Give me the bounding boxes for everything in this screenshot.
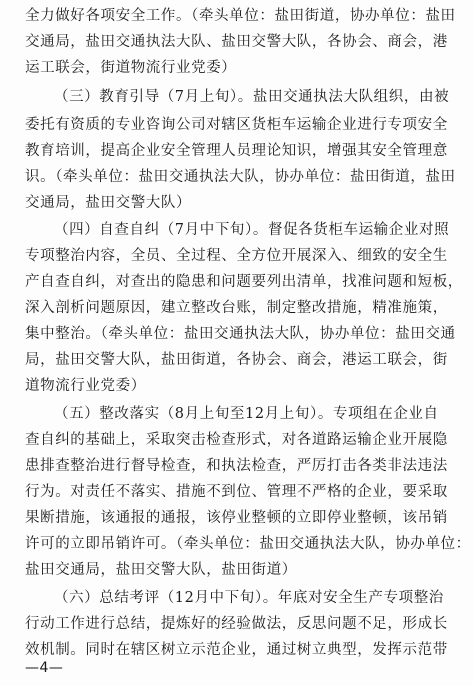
text-line: （三）教育引导（7月上旬）。盐田交通执法大队组织，由被 bbox=[54, 89, 450, 105]
text-line: （六）总结考评（12月中下旬）。年底对安全生产专项整治 bbox=[54, 590, 444, 606]
text-line: 交通局，盐田交警大队） bbox=[25, 195, 192, 211]
text-line: 专项整治内容，全员、全过程、全方位开展深入、细致的安全生 bbox=[25, 248, 448, 264]
text-line: 查自纠的基础上，采取突击检查形式，对各道路运输企业开展隐 bbox=[25, 432, 448, 448]
text-line: 全力做好各项安全工作。（牵头单位：盐田街道，协办单位：盐田 bbox=[25, 8, 456, 24]
text-line: 集中整治。（牵头单位：盐田交通执法大队，协办单位：盐田交通 bbox=[25, 326, 456, 342]
text-line: 盐田交通局，盐田交警大队，盐田街道） bbox=[25, 562, 297, 578]
page-number: —4— bbox=[25, 660, 64, 676]
text-line: 运工联会，街道物流行业党委） bbox=[25, 60, 237, 76]
text-line: 局，盐田交警大队，盐田街道，各协会、商会，港运工联会，街 bbox=[25, 352, 448, 368]
text-line: 识。（牵头单位：盐田交通执法大队，协办单位：盐田街道，盐田 bbox=[25, 169, 456, 185]
text-line: 交通局，盐田交通执法大队、盐田交警大队，各协会、商会，港 bbox=[25, 34, 448, 50]
text-line: 深入剖析问题原因，建立整改台账，制定整改措施，精准施策， bbox=[25, 300, 448, 316]
text-line: 许可的立即吊销许可。（牵头单位：盐田交通执法大队，协办单位： bbox=[25, 536, 471, 552]
text-line: 行为。对责任不落实、措施不到位、管理不严格的企业，要采取 bbox=[25, 484, 448, 500]
text-line: 患排查整治进行督导检查，和执法检查，严厉打击各类非法违法 bbox=[25, 458, 448, 474]
text-line: 效机制。同时在辖区树立示范企业，通过树立典型，发挥示范带 bbox=[25, 642, 448, 658]
text-line: 委托有资质的专业咨询公司对辖区货柜车运输企业进行专项安全 bbox=[25, 117, 448, 133]
text-line: 果断措施，该通报的通报，该停业整顿的立即停业整顿，该吊销 bbox=[25, 510, 448, 526]
text-line: 教育培训，提高企业安全管理人员理论知识，增强其安全管理意 bbox=[25, 143, 448, 159]
text-line: 道物流行业党委） bbox=[25, 378, 146, 394]
text-line: 行动工作进行总结，提炼好的经验做法，反思问题不足，形成长 bbox=[25, 616, 448, 632]
text-line: （五）整改落实（8月上旬至12月上旬）。专项组在企业自 bbox=[54, 406, 439, 422]
text-line: （四）自查自纠（7月中下旬）。督促各货柜车运输企业对照 bbox=[54, 222, 450, 238]
text-line: 产自查自纠，对查出的隐患和问题要列出清单，找准问题和短板， bbox=[25, 274, 463, 290]
